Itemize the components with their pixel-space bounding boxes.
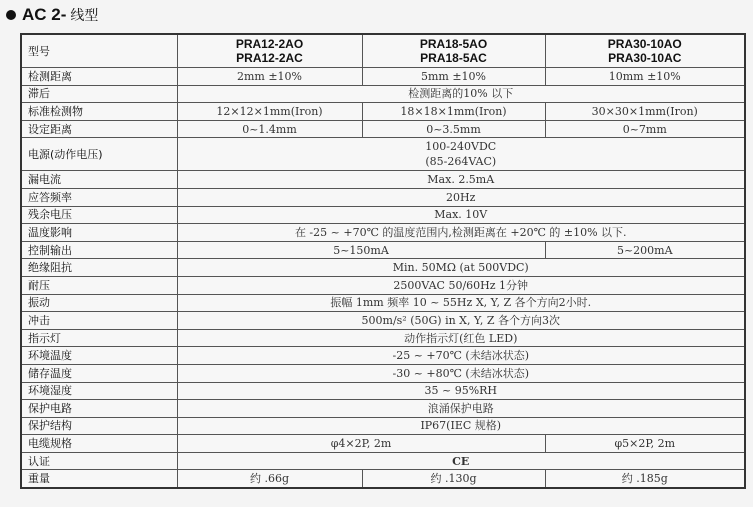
row-value: 约 .66g <box>177 470 362 488</box>
row-value: 20Hz <box>177 188 745 206</box>
row-value: 500m/s² (50G) in X, Y, Z 各个方向3次 <box>177 312 745 330</box>
row-value: φ5×2P, 2m <box>545 435 745 453</box>
row-label: 电源(动作电压) <box>21 138 177 171</box>
model-code: PRA12-2AO <box>235 37 304 51</box>
row-label: 冲击 <box>21 312 177 330</box>
table-header-row <box>21 34 745 68</box>
row-label: 检测距离 <box>21 68 177 86</box>
row-value: 12×12×1mm(Iron) <box>177 103 362 121</box>
table-row <box>21 329 745 347</box>
row-value: 振幅 1mm 频率 10 ~ 55Hz X, Y, Z 各个方向2小时. <box>177 294 745 312</box>
row-value: -25 ~ +70℃ (未结冰状态) <box>177 347 745 365</box>
model-code: PRA18-5AO <box>419 37 488 51</box>
row-label: 保护电路 <box>21 400 177 418</box>
table-row <box>21 188 745 206</box>
table-row <box>21 276 745 294</box>
row-value: 约 .130g <box>362 470 545 488</box>
row-value: 5mm ±10% <box>362 68 545 86</box>
spec-table-body <box>21 34 745 488</box>
table-row <box>21 470 745 488</box>
heading-title: AC 2- <box>22 5 67 24</box>
table-row <box>21 259 745 277</box>
row-label: 标准检测物 <box>21 103 177 121</box>
row-label: 应答频率 <box>21 188 177 206</box>
row-value: 5~200mA <box>545 241 745 259</box>
row-label: 漏电流 <box>21 171 177 189</box>
row-value: 0~7mm <box>545 120 745 138</box>
row-label: 指示灯 <box>21 329 177 347</box>
row-value: 18×18×1mm(Iron) <box>362 103 545 121</box>
row-value: 2500VAC 50/60Hz 1分钟 <box>177 276 745 294</box>
model-column-3 <box>545 34 745 68</box>
row-label: 环境温度 <box>21 347 177 365</box>
row-label: 环境湿度 <box>21 382 177 400</box>
row-label: 温度影响 <box>21 224 177 242</box>
row-value: -30 ~ +80℃ (未结冰状态) <box>177 364 745 382</box>
model-code: PRA30-10AO <box>607 37 682 51</box>
row-value: 2mm ±10% <box>177 68 362 86</box>
row-value: 在 -25 ~ +70℃ 的温度范围内,检测距离在 +20℃ 的 ±10% 以下. <box>177 224 745 242</box>
row-value: 30×30×1mm(Iron) <box>545 103 745 121</box>
row-label: 电缆规格 <box>21 435 177 453</box>
bullet-icon <box>6 10 16 20</box>
table-row <box>21 364 745 382</box>
row-value: Min. 50MΩ (at 500VDC) <box>177 259 745 277</box>
row-value-line: (85-264VAC) <box>425 155 497 169</box>
table-row <box>21 68 745 86</box>
model-column-2 <box>362 34 545 68</box>
table-row <box>21 312 745 330</box>
row-label: 重量 <box>21 470 177 488</box>
table-row <box>21 171 745 189</box>
row-label: 设定距离 <box>21 120 177 138</box>
table-row <box>21 103 745 121</box>
model-label: 型号 <box>21 34 177 68</box>
row-value: 动作指示灯(红色 LED) <box>177 329 745 347</box>
table-row <box>21 452 745 470</box>
row-value: CE <box>177 452 745 470</box>
row-label: 耐压 <box>21 276 177 294</box>
table-row <box>21 120 745 138</box>
model-code: PRA18-5AC <box>420 51 487 65</box>
heading-subtitle: 线型 <box>70 8 99 24</box>
row-label: 认证 <box>21 452 177 470</box>
row-value <box>177 138 745 171</box>
table-row <box>21 435 745 453</box>
model-code: PRA12-2AC <box>236 51 303 65</box>
table-row <box>21 224 745 242</box>
row-value: 浪涌保护电路 <box>177 400 745 418</box>
model-column-1 <box>177 34 362 68</box>
row-label: 残余电压 <box>21 206 177 224</box>
table-row <box>21 294 745 312</box>
row-value: Max. 2.5mA <box>177 171 745 189</box>
row-value: IP67(IEC 规格) <box>177 417 745 435</box>
row-label: 绝缘阻抗 <box>21 259 177 277</box>
table-row <box>21 241 745 259</box>
row-value: 0~1.4mm <box>177 120 362 138</box>
row-value: 10mm ±10% <box>545 68 745 86</box>
row-label: 滞后 <box>21 85 177 103</box>
row-value: 35 ~ 95%RH <box>177 382 745 400</box>
row-value: Max. 10V <box>177 206 745 224</box>
row-label: 储存温度 <box>21 364 177 382</box>
table-row <box>21 400 745 418</box>
row-value: 0~3.5mm <box>362 120 545 138</box>
row-value: 约 .185g <box>545 470 745 488</box>
table-row <box>21 206 745 224</box>
section-heading <box>6 4 98 26</box>
spec-table <box>20 33 746 489</box>
row-label: 保护结构 <box>21 417 177 435</box>
table-row <box>21 347 745 365</box>
model-code: PRA30-10AC <box>608 51 682 65</box>
row-value-line: 100-240VDC <box>425 140 497 154</box>
row-value: 5~150mA <box>177 241 545 259</box>
row-value: φ4×2P, 2m <box>177 435 545 453</box>
row-label: 控制输出 <box>21 241 177 259</box>
table-row <box>21 417 745 435</box>
table-row <box>21 85 745 103</box>
row-label: 振动 <box>21 294 177 312</box>
table-row <box>21 138 745 171</box>
row-value: 检测距离的10% 以下 <box>177 85 745 103</box>
table-row <box>21 382 745 400</box>
